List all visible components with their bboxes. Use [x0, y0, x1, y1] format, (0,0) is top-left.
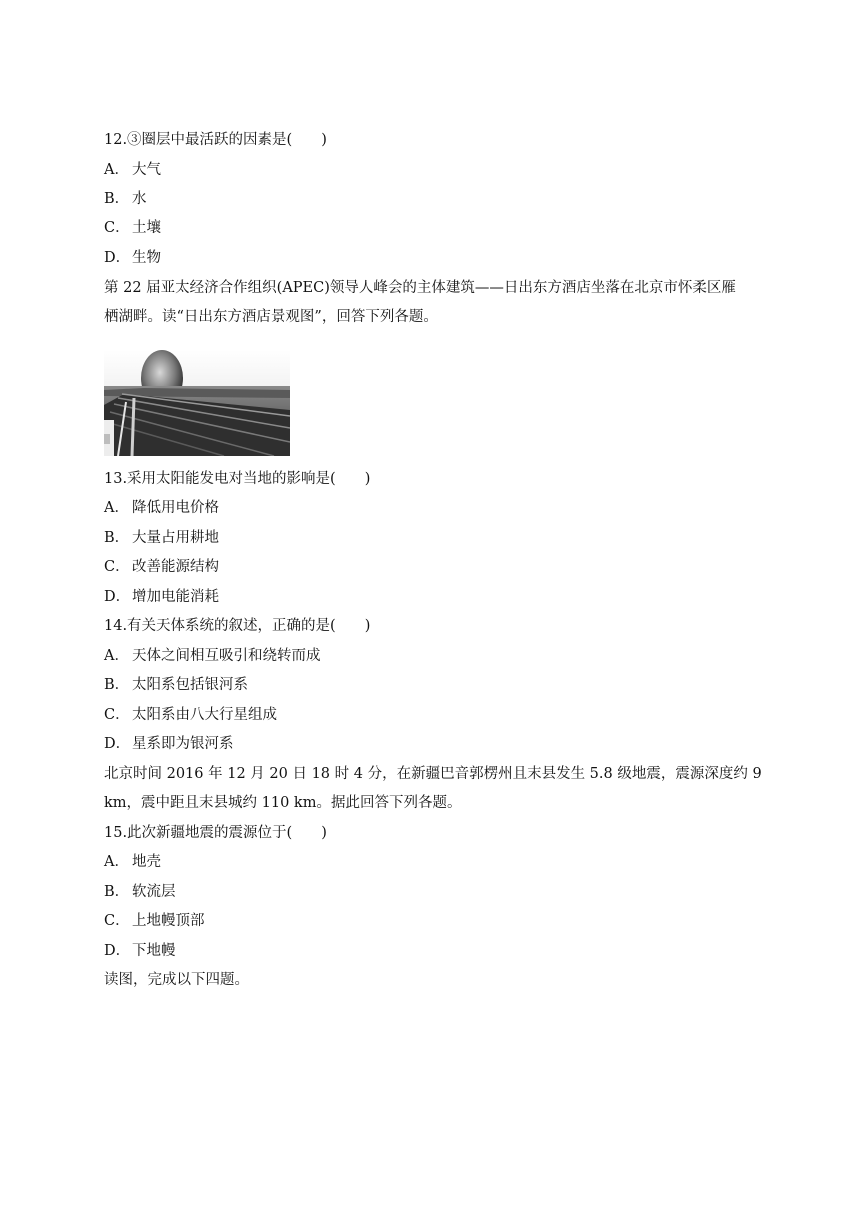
option-letter: A．: [104, 854, 129, 870]
option-letter: C．: [104, 220, 130, 236]
q15-option-d: [104, 941, 176, 961]
option-text: 上地幔顶部: [132, 913, 205, 929]
option-text: 下地幔: [132, 943, 176, 959]
q12-option-c: [104, 218, 161, 238]
option-text: 星系即为银河系: [132, 736, 234, 752]
question-15-stem: 15.此次新疆地震的震源位于( ): [104, 825, 327, 841]
option-text: 水: [132, 191, 147, 207]
option-letter: B．: [104, 884, 130, 900]
option-letter: B．: [104, 677, 130, 693]
q14-option-b: [104, 675, 248, 695]
q14-option-a: [104, 646, 321, 666]
option-letter: C．: [104, 707, 130, 723]
q13-option-a: [104, 498, 219, 518]
q13-option-b: [104, 528, 219, 548]
q14-option-d: [104, 734, 234, 754]
option-letter: A．: [104, 162, 129, 178]
passage-quake-line-1: 北京时间 2016 年 12 月 20 日 18 时 4 分，在新疆巴音郭楞州且末县发生 5.8 级地震，震源深度约 9: [104, 766, 762, 782]
option-text: 生物: [132, 250, 161, 266]
q12-option-b: [104, 189, 147, 209]
q12-option-a: [104, 160, 161, 180]
question-12-stem: 12.③圈层中最活跃的因素是( ): [104, 132, 327, 148]
q15-option-b: [104, 882, 176, 902]
passage-apec-line-1: 第 22 届亚太经济合作组织(APEC)领导人峰会的主体建筑——日出东方酒店坐落在北京市怀柔区雁: [104, 280, 736, 296]
q15-option-a: [104, 852, 161, 872]
option-text: 大量占用耕地: [132, 530, 219, 546]
hotel-landscape-photo: [104, 350, 290, 456]
option-letter: A．: [104, 500, 129, 516]
option-letter: B．: [104, 530, 130, 546]
option-text: 改善能源结构: [132, 559, 219, 575]
closing-instruction: 读图，完成以下四题。: [104, 972, 249, 988]
passage-quake-line-2: km，震中距且末县城约 110 km。据此回答下列各题。: [104, 795, 462, 811]
q13-option-c: [104, 557, 219, 577]
q15-option-c: [104, 911, 205, 931]
option-letter: C．: [104, 559, 130, 575]
q13-option-d: [104, 587, 219, 607]
option-letter: A．: [104, 648, 129, 664]
option-text: 太阳系包括银河系: [132, 677, 248, 693]
option-text: 天体之间相互吸引和绕转而成: [132, 648, 321, 664]
option-text: 软流层: [132, 884, 176, 900]
option-text: 增加电能消耗: [132, 589, 219, 605]
option-text: 地壳: [132, 854, 161, 870]
option-letter: D．: [104, 250, 131, 266]
option-text: 土壤: [132, 220, 161, 236]
question-14-stem: 14.有关天体系统的叙述，正确的是( ): [104, 618, 371, 634]
option-letter: D．: [104, 736, 131, 752]
q14-option-c: [104, 705, 277, 725]
option-letter: C．: [104, 913, 130, 929]
option-letter: D．: [104, 589, 131, 605]
option-letter: D．: [104, 943, 131, 959]
option-text: 太阳系由八大行星组成: [132, 707, 277, 723]
passage-apec-line-2: 栖湖畔。读“日出东方酒店景观图”，回答下列各题。: [104, 309, 438, 325]
q12-option-d: [104, 248, 161, 268]
option-letter: B．: [104, 191, 130, 207]
option-text: 降低用电价格: [132, 500, 219, 516]
question-13-stem: 13.采用太阳能发电对当地的影响是( ): [104, 471, 371, 487]
option-text: 大气: [132, 162, 161, 178]
